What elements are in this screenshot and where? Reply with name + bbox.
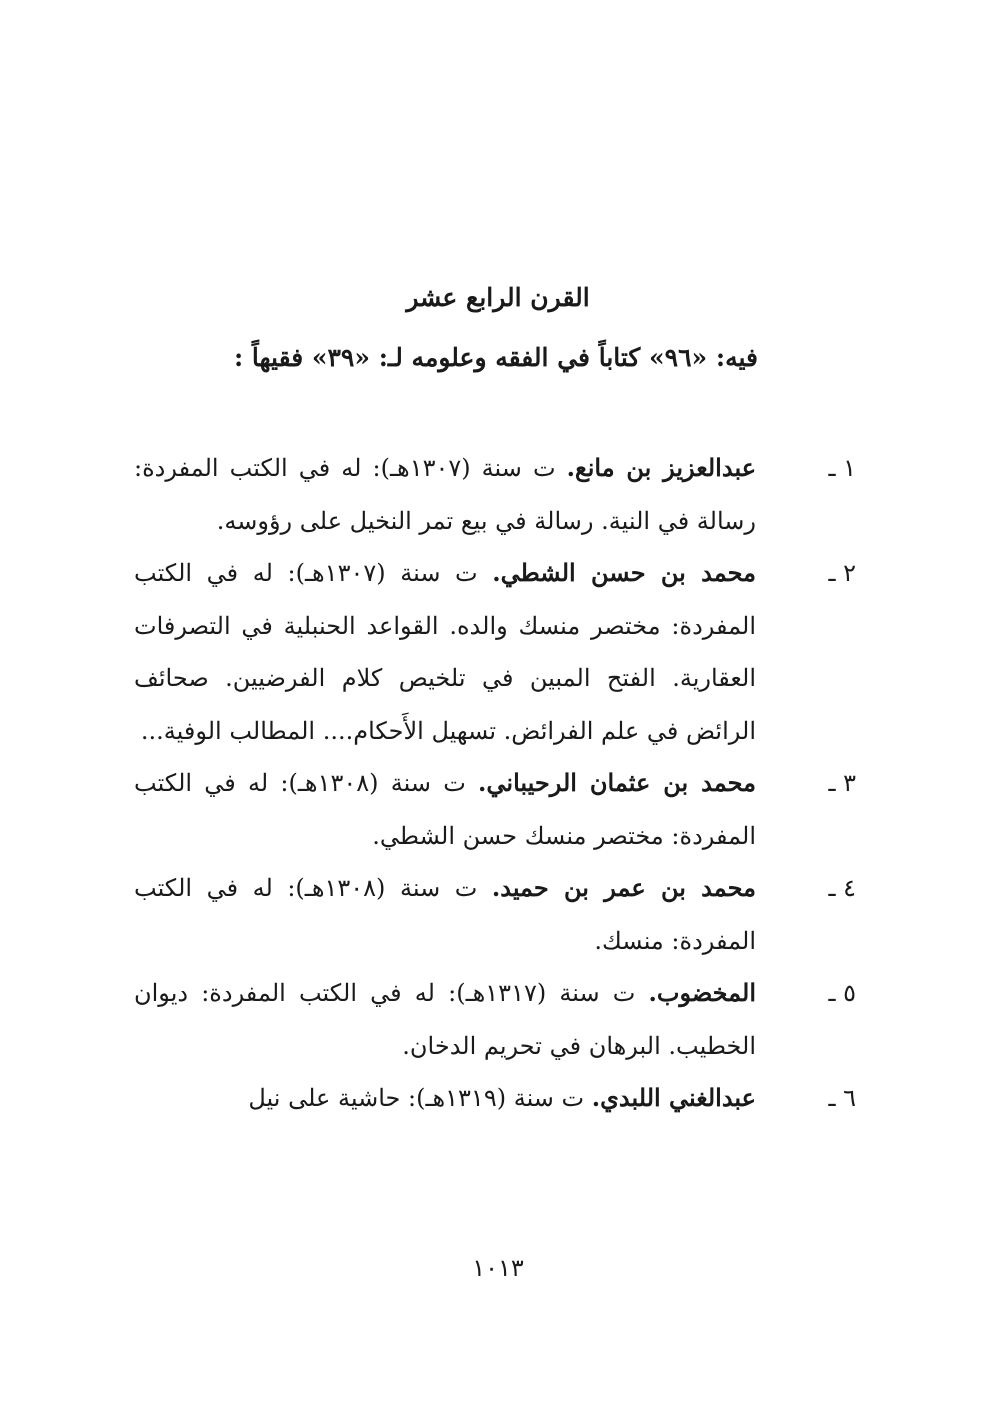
- entry-number: ٣ ـ: [828, 769, 856, 797]
- entry-body: [134, 862, 756, 967]
- entry-body: [134, 442, 756, 547]
- entry-number: ٢ ـ: [828, 559, 856, 587]
- list-item: [134, 862, 856, 967]
- entry-name: محمد بن حسن الشطي.: [492, 558, 756, 587]
- entry-text: ت سنة (١٣١٩هـ): حاشية على نيل: [248, 1084, 592, 1112]
- entries-list: [134, 442, 856, 1125]
- list-item: [134, 1072, 856, 1125]
- entry-name: المخضوب.: [648, 978, 757, 1007]
- entry-name: عبدالعزيز بن مانع.: [566, 453, 757, 482]
- entry-text: ت سنة (١٣٠٨هـ): له في الكتب المفردة: منسك.: [134, 874, 756, 955]
- entry-text: ت سنة (١٣١٧هـ): له في الكتب المفردة: ديوان الخطيب. البرهان في تحريم الدخان.: [134, 979, 756, 1060]
- entry-number: ١ ـ: [828, 454, 856, 482]
- entry-number: ٤ ـ: [828, 874, 856, 902]
- list-item: [134, 967, 856, 1072]
- entry-body: [134, 547, 756, 757]
- entry-name: محمد بن عثمان الرحيباني.: [478, 768, 756, 797]
- entry-name: عبدالغني اللبدي.: [591, 1083, 756, 1112]
- entry-name: محمد بن عمر بن حميد.: [491, 873, 757, 902]
- chapter-title: القرن الرابع عشر: [406, 283, 590, 312]
- entry-text: ت سنة (١٣٠٨هـ): له في الكتب المفردة: مختصر منسك حسن الشطي.: [134, 769, 756, 850]
- list-item: [134, 547, 856, 757]
- entry-body: [134, 967, 756, 1072]
- entry-text: ت سنة (١٣٠٧هـ): له في الكتب المفردة: مختصر منسك والده. القواعد الحنبلية في التصرفات العقارية. الفتح المبين في تلخيص كلام الفرضيين. صحائف الرائض في علم الفرائض. تسهيل الأَحكام.... المطالب الوفية...: [134, 559, 756, 745]
- list-item: [134, 442, 856, 547]
- entry-text: ت سنة (١٣٠٧هـ): له في الكتب المفردة: رسالة في النية. رسالة في بيع تمر النخيل على رؤوسه.: [134, 454, 756, 535]
- list-item: [134, 757, 856, 862]
- entry-number: ٥ ـ: [828, 979, 856, 1007]
- chapter-subtitle: فيه: «٩٦» كتاباً في الفقه وعلومه لـ: «٣٩» فقيهاً :: [233, 343, 758, 372]
- entry-body: [134, 757, 756, 862]
- page-number: ١٠١٣: [472, 1254, 524, 1282]
- entry-body: [134, 1072, 756, 1125]
- entry-number: ٦ ـ: [828, 1084, 856, 1112]
